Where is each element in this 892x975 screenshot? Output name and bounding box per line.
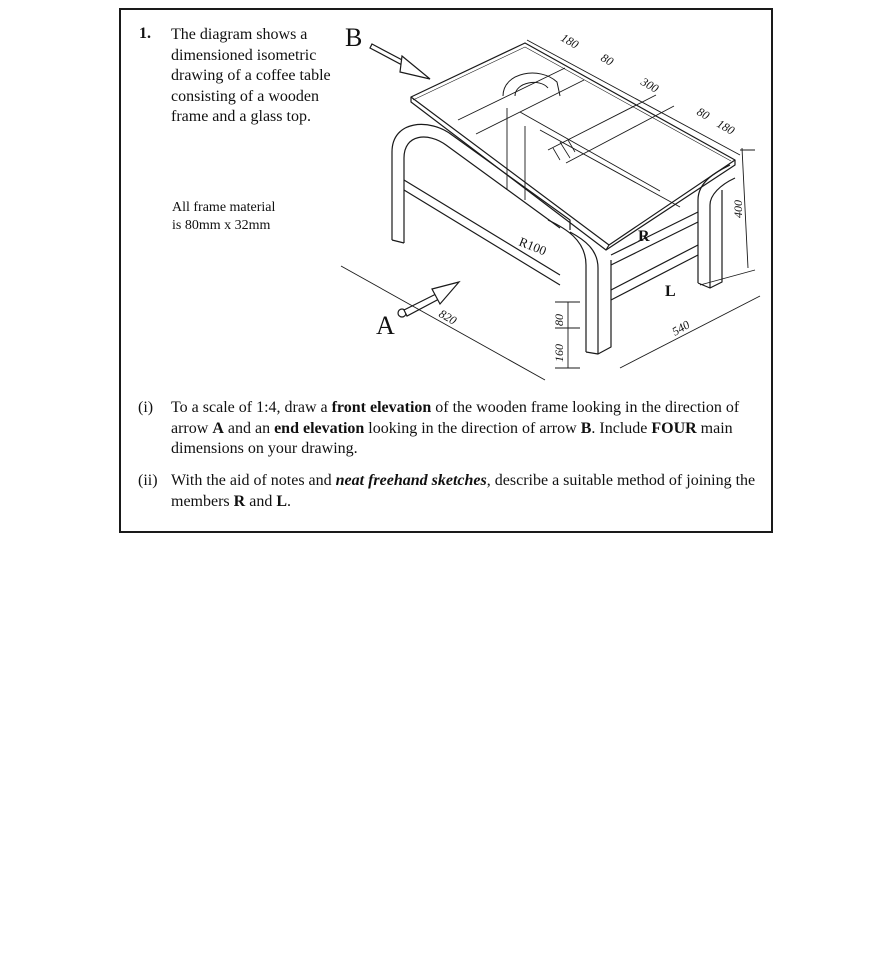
- text-run: , describe a suitable method of joining the members: [171, 472, 756, 510]
- arrow-b: [370, 44, 430, 79]
- radius-label: R100: [516, 233, 549, 259]
- part-i-number: (i): [138, 399, 154, 416]
- rear-leg: [698, 165, 735, 288]
- text-run: main dimensions on your drawing.: [171, 419, 733, 457]
- bold-run: A: [212, 419, 224, 437]
- dim-400: 400: [731, 200, 745, 218]
- bold-run: FOUR: [651, 419, 697, 437]
- part-i-text: [171, 398, 761, 460]
- material-note-line1: All frame material: [172, 200, 276, 215]
- member-r-label: R: [638, 228, 650, 245]
- dim-540: 540: [669, 317, 693, 339]
- bold-run: end elevation: [274, 419, 365, 437]
- dim-160: 160: [552, 344, 566, 362]
- text-run: With the aid of notes and: [171, 472, 336, 489]
- dim-80-right: 80: [694, 104, 712, 123]
- member-l: [611, 245, 698, 300]
- dim-180-right: 180: [714, 116, 738, 138]
- part-ii-text: [171, 471, 761, 512]
- text-run: and an: [223, 419, 275, 437]
- dim-80-top: 80: [598, 50, 616, 69]
- text-run: and: [245, 492, 277, 510]
- isometric-drawing: [330, 14, 770, 384]
- arrow-b-label: B: [345, 23, 363, 52]
- question-intro: The diagram shows a dimensioned isometric drawing of a coffee table consisting of a wooden frame and a glass top.: [171, 26, 331, 125]
- text-run: looking in the direction of arrow: [364, 419, 581, 437]
- bold-run: R: [233, 492, 246, 510]
- material-note: [172, 199, 322, 235]
- dim-300: 300: [638, 74, 662, 96]
- part-ii-number: (ii): [138, 472, 158, 489]
- dim-80-low: 80: [552, 314, 566, 326]
- arrow-a-label: A: [376, 311, 395, 340]
- text-run: .: [287, 492, 291, 510]
- bold-italic-run: neat freehand sketches: [335, 472, 487, 489]
- material-note-line2: is 80mm x 32mm: [172, 218, 271, 233]
- text-run: To a scale of 1:4, draw a: [171, 399, 332, 416]
- bold-run: front elevation: [331, 399, 432, 416]
- question-number: 1.: [139, 25, 151, 42]
- member-l-label: L: [665, 283, 676, 300]
- dim-180-top: 180: [558, 30, 582, 52]
- text-run: of the wooden frame looking in the direction of arrow: [171, 399, 740, 437]
- bold-run: B: [580, 419, 592, 437]
- text-run: . Include: [591, 419, 652, 437]
- dim-820: 820: [436, 306, 460, 328]
- bold-run: L: [276, 492, 287, 510]
